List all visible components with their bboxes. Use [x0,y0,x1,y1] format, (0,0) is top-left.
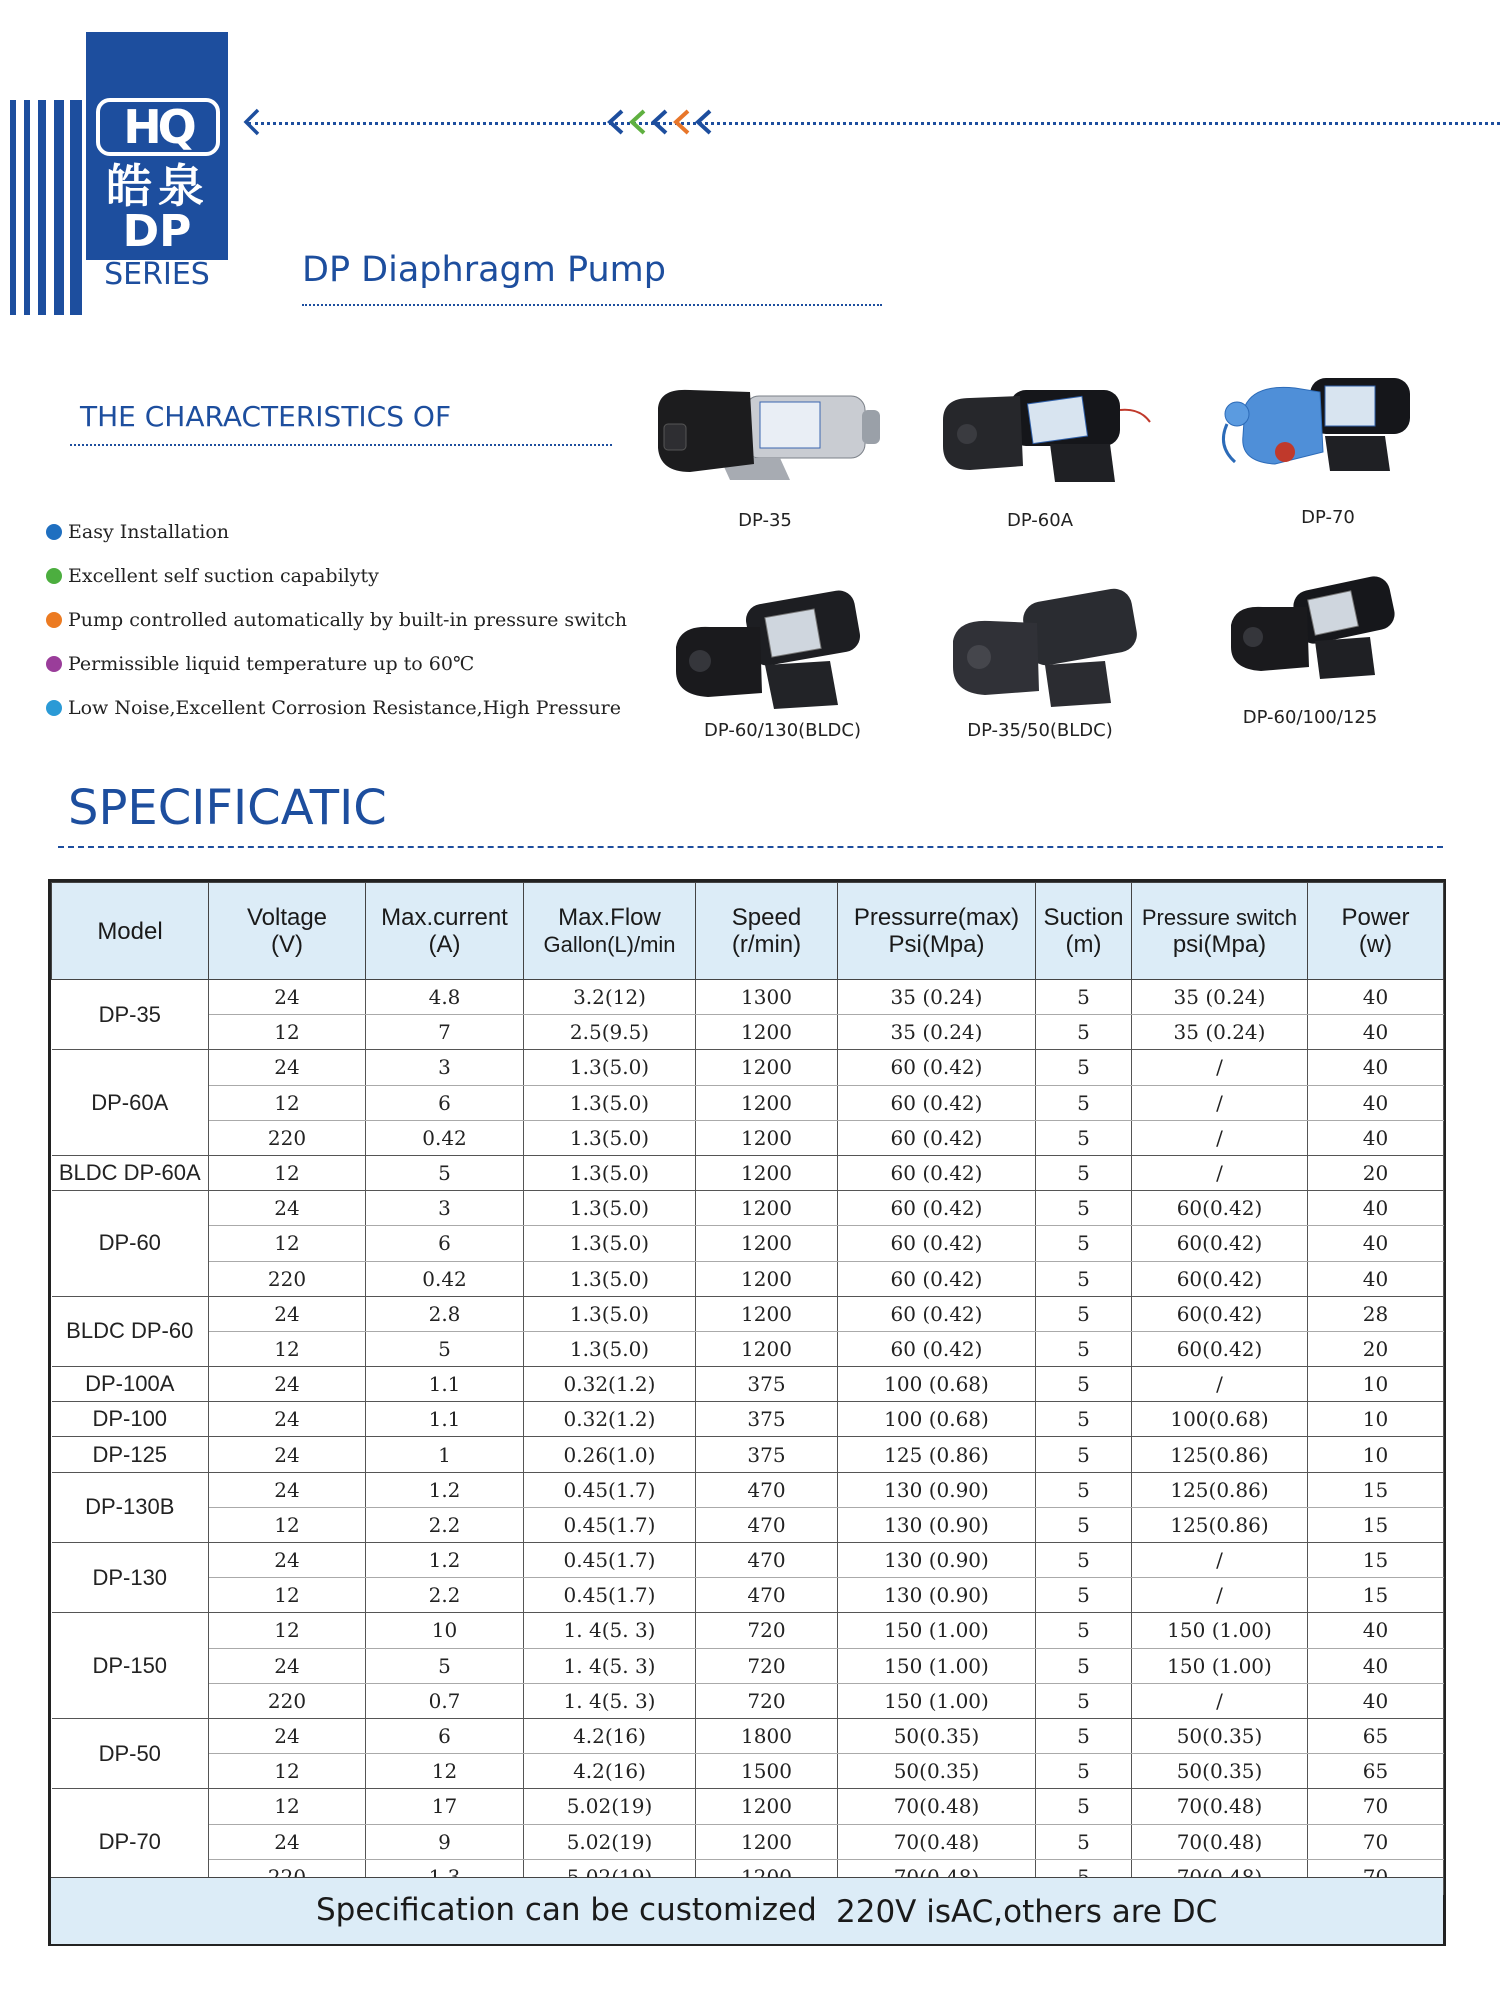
pump-dp70-image [1215,366,1435,486]
spec-cell: 12 [209,1015,366,1050]
spec-cell: 24 [209,1648,366,1683]
spec-cell: 12 [366,1754,524,1789]
spec-cell: 5 [366,1155,524,1190]
spec-cell: 40 [1308,1191,1444,1226]
spec-cell: 5 [1036,1437,1132,1472]
spec-cell: 20 [1308,1155,1444,1190]
feature-item [46,686,666,730]
spec-cell: 40 [1308,1261,1444,1296]
pump-label: DP-60/100/125 [1242,707,1378,728]
spec-cell: 5 [1036,1683,1132,1718]
spec-cell: 12 [209,1155,366,1190]
column-header: Pressurre(max) Psi(Mpa) [838,883,1036,980]
spec-cell: 5 [1036,1296,1132,1331]
spec-cell: 2.2 [366,1507,524,1542]
spec-cell: 100 (0.68) [838,1367,1036,1402]
spec-cell: 1200 [696,1120,838,1155]
table-row [52,1155,1444,1190]
table-row [52,980,1444,1015]
spec-cell: 20 [1308,1331,1444,1366]
spec-cell: 5 [1036,1261,1132,1296]
spec-cell: 1200 [696,1789,838,1824]
table-row [52,1331,1444,1366]
spec-cell: 220 [209,1261,366,1296]
spec-cell: 5 [1036,1648,1132,1683]
spec-cell: 24 [209,1367,366,1402]
spec-cell: 0.26(1.0) [524,1437,696,1472]
spec-cell: 1200 [696,1226,838,1261]
spec-cell: 5.02(19) [524,1824,696,1859]
model-cell: DP-35 [52,980,209,1050]
spec-table-body [52,980,1444,1895]
chevron-left-icon [632,111,644,133]
spec-cell: 130 (0.90) [838,1507,1036,1542]
spec-cell: 15 [1308,1507,1444,1542]
spec-cell: / [1132,1543,1308,1578]
spec-cell: 5 [1036,1789,1132,1824]
spec-cell: 10 [1308,1437,1444,1472]
spec-cell: 5 [1036,1120,1132,1155]
spec-cell: 17 [366,1789,524,1824]
spec-cell: 1.1 [366,1402,524,1437]
table-row [52,1824,1444,1859]
column-header: Pressure switch psi(Mpa) [1132,883,1308,980]
table-row [52,1472,1444,1507]
spec-cell: 1.3(5.0) [524,1155,696,1190]
spec-cell: 5 [1036,1226,1132,1261]
spec-cell: 60 (0.42) [838,1226,1036,1261]
spec-cell: 15 [1308,1578,1444,1613]
spec-cell: 40 [1308,1120,1444,1155]
chevron-left-icon [698,111,710,133]
pump-label: DP-70 [1301,507,1355,528]
spec-cell: 470 [696,1472,838,1507]
spec-cell: 24 [209,1402,366,1437]
spec-cell: 5 [1036,980,1132,1015]
spec-cell: 4.2(16) [524,1754,696,1789]
spec-cell: 24 [209,1050,366,1085]
spec-cell: 70(0.48) [1132,1789,1308,1824]
feature-text: Low Noise,Excellent Corrosion Resistance,High Pressure [68,697,621,719]
spec-cell: 150 (1.00) [1132,1648,1308,1683]
spec-cell: 12 [209,1226,366,1261]
feature-text: Excellent self suction capabilyty [68,565,379,587]
spec-cell: 60 (0.42) [838,1296,1036,1331]
spec-cell: 6 [366,1226,524,1261]
spec-cell: 1200 [696,1296,838,1331]
spec-cell: 1200 [696,1331,838,1366]
spec-cell: 24 [209,1191,366,1226]
spec-cell: 0.42 [366,1120,524,1155]
spec-cell: / [1132,1578,1308,1613]
spec-cell: 0.32(1.2) [524,1402,696,1437]
spec-cell: 5 [1036,1331,1132,1366]
brand-stripes [10,100,80,315]
spec-cell: 60 (0.42) [838,1155,1036,1190]
spec-cell: 10 [1308,1367,1444,1402]
spec-cell: 50(0.35) [1132,1754,1308,1789]
spec-cell: 60(0.42) [1132,1226,1308,1261]
spec-cell: 60 (0.42) [838,1331,1036,1366]
specification-heading: SPECIFICATIC [68,780,387,836]
spec-cell: 150 (1.00) [838,1683,1036,1718]
spec-cell: 1300 [696,980,838,1015]
spec-cell: 40 [1308,1226,1444,1261]
spec-cell: 5 [1036,1472,1132,1507]
table-row [52,1120,1444,1155]
spec-cell: 24 [209,980,366,1015]
spec-cell: 1.3(5.0) [524,1191,696,1226]
spec-cell: 60 (0.42) [838,1120,1036,1155]
spec-cell: 12 [209,1507,366,1542]
spec-cell: 220 [209,1683,366,1718]
spec-cell: 1.3(5.0) [524,1296,696,1331]
spec-cell: 24 [209,1543,366,1578]
spec-cell: / [1132,1120,1308,1155]
spec-cell: 720 [696,1613,838,1648]
spec-cell: 375 [696,1402,838,1437]
spec-cell: 60(0.42) [1132,1261,1308,1296]
table-row [52,1296,1444,1331]
spec-cell: 10 [1308,1402,1444,1437]
chevron-left-icon [676,111,688,133]
spec-cell: 720 [696,1683,838,1718]
spec-cell: 10 [366,1613,524,1648]
spec-cell: 60 (0.42) [838,1261,1036,1296]
spec-cell: 220 [209,1120,366,1155]
table-row [52,1437,1444,1472]
spec-cell: 1.3(5.0) [524,1331,696,1366]
spec-cell: 150 (1.00) [838,1648,1036,1683]
spec-cell: 70(0.48) [838,1824,1036,1859]
pump-dp60-130-bldc-image [670,585,870,720]
spec-cell: 5 [1036,1155,1132,1190]
spec-cell: 28 [1308,1296,1444,1331]
table-row [52,1578,1444,1613]
logo-series: SERIES [104,257,210,292]
spec-cell: 1. 4(5. 3) [524,1648,696,1683]
spec-cell: 60 (0.42) [838,1050,1036,1085]
spec-footer [51,1877,1443,1944]
spec-cell: 7 [366,1015,524,1050]
spec-cell: 5 [366,1648,524,1683]
model-cell: DP-50 [52,1718,209,1788]
spec-cell: 3 [366,1191,524,1226]
spec-cell: 1.3(5.0) [524,1226,696,1261]
spec-cell: 470 [696,1578,838,1613]
spec-cell: 1.3(5.0) [524,1261,696,1296]
feature-text: Easy Installation [68,521,230,543]
model-cell: DP-150 [52,1613,209,1719]
pump-label: DP-60A [1006,510,1074,531]
spec-cell: 5 [1036,1718,1132,1753]
spec-cell: 12 [209,1754,366,1789]
table-row [52,1648,1444,1683]
spec-cell: 1200 [696,1191,838,1226]
spec-cell: 40 [1308,1683,1444,1718]
spec-cell: 0.32(1.2) [524,1367,696,1402]
feature-text: Permissible liquid temperature up to 60℃ [68,653,475,675]
spec-cell: 1200 [696,1085,838,1120]
spec-cell: 470 [696,1507,838,1542]
table-row [52,1718,1444,1753]
spec-cell: 4.8 [366,980,524,1015]
spec-cell: 4.2(16) [524,1718,696,1753]
spec-cell: 60(0.42) [1132,1296,1308,1331]
spec-cell: 470 [696,1543,838,1578]
spec-cell: 100(0.68) [1132,1402,1308,1437]
model-cell: DP-130 [52,1543,209,1613]
spec-cell: 12 [209,1331,366,1366]
spec-cell: 5 [1036,1085,1132,1120]
spec-cell: / [1132,1155,1308,1190]
characteristics-heading: THE CHARACTERISTICS OF [80,400,452,433]
table-row [52,1507,1444,1542]
bullet-dot-icon [46,568,62,584]
spec-cell: 9 [366,1824,524,1859]
spec-cell: 125(0.86) [1132,1507,1308,1542]
spec-cell: 150 (1.00) [838,1613,1036,1648]
spec-cell: 5 [1036,1543,1132,1578]
table-row [52,1085,1444,1120]
spec-cell: 5 [1036,1050,1132,1085]
spec-cell: 0.7 [366,1683,524,1718]
spec-cell: 5 [1036,1613,1132,1648]
spec-cell: 5 [1036,1507,1132,1542]
bullet-dot-icon [46,612,62,628]
spec-cell: 125(0.86) [1132,1472,1308,1507]
spec-cell: 1.2 [366,1543,524,1578]
spec-cell: 70(0.48) [838,1789,1036,1824]
spec-cell: 15 [1308,1543,1444,1578]
spec-cell: 1.1 [366,1367,524,1402]
spec-cell: 5 [1036,1191,1132,1226]
spec-cell: 1 [366,1437,524,1472]
spec-cell: 60 (0.42) [838,1191,1036,1226]
spec-cell: 6 [366,1085,524,1120]
spec-cell: 0.45(1.7) [524,1472,696,1507]
model-cell: DP-60 [52,1191,209,1297]
model-cell: DP-125 [52,1437,209,1472]
column-header: Speed (r/min) [696,883,838,980]
spec-cell: 5 [1036,1754,1132,1789]
spec-cell: 1200 [696,1824,838,1859]
footer-customize-note: Specification can be customized [316,1892,817,1928]
pump-dp60-100-125-image [1225,575,1405,695]
spec-cell: 40 [1308,1648,1444,1683]
spec-cell: 1500 [696,1754,838,1789]
model-cell: DP-130B [52,1472,209,1542]
spec-cell: 12 [209,1789,366,1824]
spec-cell: 65 [1308,1718,1444,1753]
model-cell: BLDC DP-60 [52,1296,209,1366]
chevron-left-icon [610,111,622,133]
spec-cell: 5 [1036,1824,1132,1859]
spec-cell: 130 (0.90) [838,1543,1036,1578]
spec-cell: 24 [209,1296,366,1331]
spec-cell: 2.5(9.5) [524,1015,696,1050]
spec-cell: 1. 4(5. 3) [524,1683,696,1718]
spec-cell: 12 [209,1085,366,1120]
spec-cell: 720 [696,1648,838,1683]
spec-cell: 1.3(5.0) [524,1050,696,1085]
specification-underline [58,846,1443,848]
spec-cell: 60 (0.42) [838,1085,1036,1120]
spec-cell: 70 [1308,1824,1444,1859]
spec-cell: 35 (0.24) [838,980,1036,1015]
feature-item [46,598,666,642]
spec-cell: 50(0.35) [838,1718,1036,1753]
spec-cell: 375 [696,1367,838,1402]
spec-cell: 1.2 [366,1472,524,1507]
spec-cell: 60(0.42) [1132,1191,1308,1226]
spec-cell: 35 (0.24) [1132,980,1308,1015]
spec-cell: 130 (0.90) [838,1472,1036,1507]
spec-cell: 125 (0.86) [838,1437,1036,1472]
spec-cell: 6 [366,1718,524,1753]
header-chevron-arrows [238,104,1500,140]
column-header: Model [52,883,209,980]
table-row [52,1613,1444,1648]
spec-cell: 5 [366,1331,524,1366]
spec-cell: 40 [1308,1015,1444,1050]
pump-label: DP-60/130(BLDC) [704,720,861,741]
spec-cell: 70(0.48) [1132,1824,1308,1859]
model-cell: DP-70 [52,1789,209,1895]
table-row [52,1543,1444,1578]
spec-cell: 100 (0.68) [838,1402,1036,1437]
spec-cell: 5 [1036,1015,1132,1050]
spec-cell: 70 [1308,1789,1444,1824]
spec-cell: 35 (0.24) [1132,1015,1308,1050]
title-dotted-underline [302,304,882,306]
column-header: Suction (m) [1036,883,1132,980]
logo-chinese-name: 皓泉 [106,159,210,213]
feature-list [46,510,666,730]
chevron-left-icon [246,110,258,134]
spec-table [51,882,1444,1895]
feature-item [46,510,666,554]
column-header: Max.current (A) [366,883,524,980]
spec-cell: 3.2(12) [524,980,696,1015]
table-row [52,1050,1444,1085]
spec-cell: 12 [209,1578,366,1613]
spec-cell: 1200 [696,1261,838,1296]
page-title: DP Diaphragm Pump [302,250,666,290]
model-cell: DP-100 [52,1402,209,1437]
spec-cell: 1.3(5.0) [524,1085,696,1120]
spec-cell: 24 [209,1824,366,1859]
spec-cell: 15 [1308,1472,1444,1507]
spec-cell: / [1132,1367,1308,1402]
spec-cell: / [1132,1050,1308,1085]
spec-cell: 24 [209,1472,366,1507]
spec-cell: 5 [1036,1367,1132,1402]
pump-dp35-image [650,368,890,498]
feature-item [46,642,666,686]
bullet-dot-icon [46,656,62,672]
pump-label: DP-35/50(BLDC) [967,720,1113,741]
table-row [52,1191,1444,1226]
spec-cell: 40 [1308,980,1444,1015]
pump-label: DP-35 [738,510,792,531]
spec-cell: 1.3(5.0) [524,1120,696,1155]
bullet-dot-icon [46,700,62,716]
spec-cell: 2.8 [366,1296,524,1331]
column-header: Power (w) [1308,883,1444,980]
spec-cell: 5 [1036,1402,1132,1437]
spec-cell: 125(0.86) [1132,1437,1308,1472]
spec-cell: 0.45(1.7) [524,1543,696,1578]
table-row [52,1754,1444,1789]
spec-cell: 12 [209,1613,366,1648]
table-row [52,1367,1444,1402]
spec-cell: 3 [366,1050,524,1085]
footer-voltage-note: 220V isAC,others are DC [836,1894,1218,1930]
spec-cell: 1200 [696,1015,838,1050]
spec-cell: 50(0.35) [838,1754,1036,1789]
spec-cell: 65 [1308,1754,1444,1789]
spec-cell: 1200 [696,1050,838,1085]
spec-cell: 150 (1.00) [1132,1613,1308,1648]
feature-text: Pump controlled automatically by built-in pressure switch [68,609,627,631]
table-row [52,1789,1444,1824]
spec-cell: 24 [209,1437,366,1472]
spec-cell: 5 [1036,1578,1132,1613]
spec-cell: 24 [209,1718,366,1753]
spec-cell: 40 [1308,1613,1444,1648]
column-header: Voltage (V) [209,883,366,980]
spec-cell: 130 (0.90) [838,1578,1036,1613]
spec-table-header [52,883,1444,980]
bullet-dot-icon [46,524,62,540]
spec-cell: 5.02(19) [524,1789,696,1824]
spec-cell: 1. 4(5. 3) [524,1613,696,1648]
column-header: Max.Flow Gallon(L)/min [524,883,696,980]
model-cell: DP-100A [52,1367,209,1402]
spec-cell: 1800 [696,1718,838,1753]
spec-cell: 50(0.35) [1132,1718,1308,1753]
characteristics-underline [70,444,612,446]
table-row [52,1683,1444,1718]
logo-hq-mark: HQ [96,98,220,156]
spec-cell: 40 [1308,1050,1444,1085]
spec-cell: 375 [696,1437,838,1472]
table-row [52,1015,1444,1050]
spec-cell: 2.2 [366,1578,524,1613]
spec-cell: 0.42 [366,1261,524,1296]
model-cell: DP-60A [52,1050,209,1156]
table-row [52,1402,1444,1437]
spec-cell: 1200 [696,1155,838,1190]
model-cell: BLDC DP-60A [52,1155,209,1190]
spec-cell: / [1132,1683,1308,1718]
table-row [52,1261,1444,1296]
spec-cell: 0.45(1.7) [524,1578,696,1613]
pump-dp60a-image [935,370,1155,495]
spec-cell: 40 [1308,1085,1444,1120]
spec-cell: 60(0.42) [1132,1331,1308,1366]
pump-dp35-50-bldc-image [945,585,1145,720]
spec-cell: / [1132,1085,1308,1120]
table-row [52,1226,1444,1261]
chevron-left-icon [654,111,666,133]
feature-item [46,554,666,598]
spec-cell: 35 (0.24) [838,1015,1036,1050]
spec-cell: 0.45(1.7) [524,1507,696,1542]
logo-dp: DP [122,206,192,257]
